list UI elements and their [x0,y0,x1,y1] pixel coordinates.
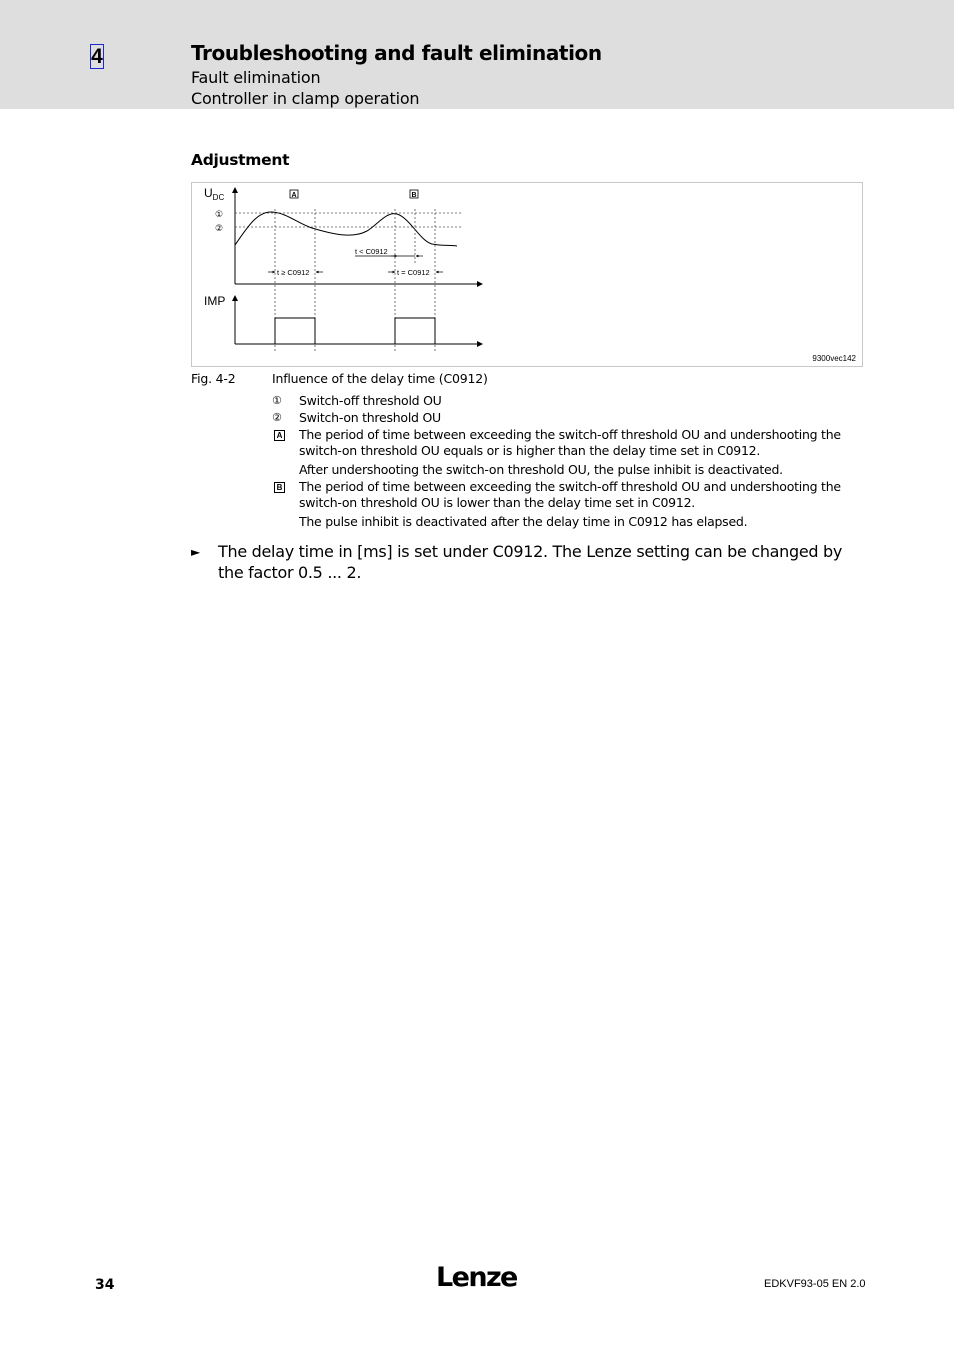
legend-key-boxed: B [274,482,285,493]
page-header [0,0,954,109]
t-eq-label: t = C0912 [397,268,430,277]
imp-pulse-a [275,318,315,344]
figure-caption-text: Influence of the delay time (C0912) [272,371,488,386]
figure-caption-label: Fig. 4-2 [191,371,236,386]
udc-curve [235,212,457,246]
figure-code: 9300vec142 [812,354,856,363]
marker-2-label: ② [215,224,224,234]
chapter-title: Troubleshooting and fault elimination [191,41,602,65]
legend-note: The pulse inhibit is deactivated after the delay time in C0912 has elapsed. [299,514,748,529]
bullet-arrow-icon: ► [191,545,201,559]
lenze-logo: Lenze [436,1262,517,1293]
t-ge-label: t ≥ C0912 [277,268,310,277]
figure-delay-time [191,182,863,367]
legend-text: The period of time between exceeding the switch-off threshold OU and undershooting the switch-on threshold OU is lower than the delay time set in C0912. [299,479,841,510]
header-subtitle-1: Fault elimination [191,68,321,87]
legend-key: ② [272,411,282,424]
timing-diagram [192,183,864,368]
legend-text: The period of time between exceeding the switch-off threshold OU and undershooting the switch-on threshold OU equals or is higher than the delay time set in C0912. [299,427,841,458]
legend-text: Switch-on threshold OU [299,410,441,425]
t-lt-label: t < C0912 [355,247,388,256]
imp-pulse-b [395,318,435,344]
section-title: Adjustment [191,151,290,169]
legend-key: ① [272,394,282,407]
chapter-number[interactable]: 4 [91,45,103,68]
legend-key-boxed: A [274,430,285,441]
document-code: EDKVF93-05 EN 2.0 [764,1278,866,1290]
imp-label: IMP [204,294,226,308]
udc-label: $U_{DC}$ [204,186,225,202]
box-label-a: A [291,192,297,199]
bullet-text: The delay time in [ms] is set under C0912. The Lenze setting can be changed by the factor 0.5 ... 2. [218,542,843,582]
legend-text: Switch-off threshold OU [299,393,442,408]
legend-note: After undershooting the switch-on threshold OU, the pulse inhibit is deactivated. [299,462,783,477]
header-subtitle-2: Controller in clamp operation [191,89,420,108]
marker-1-label: ① [215,210,224,220]
page-number: 34 [95,1277,115,1293]
box-label-b: B [411,192,417,199]
